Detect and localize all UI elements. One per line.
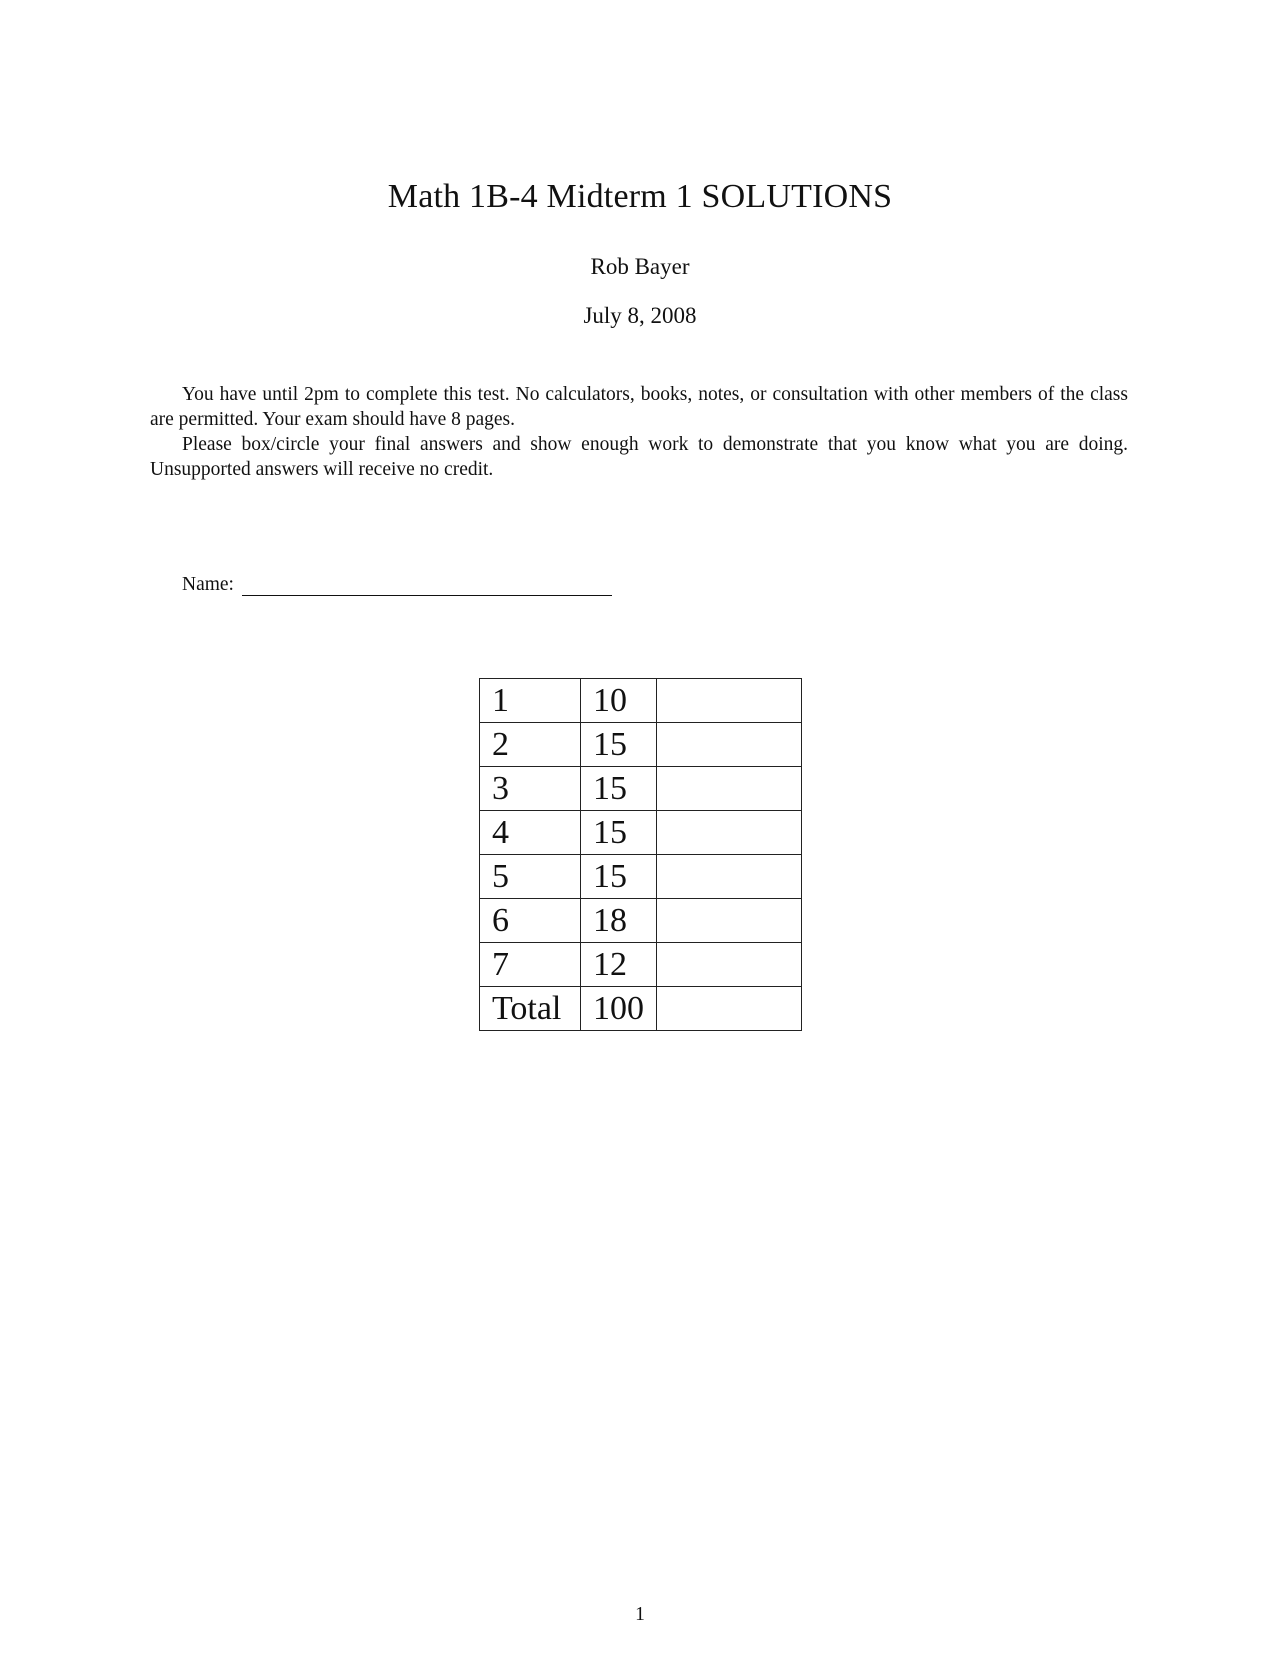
score-cell[interactable] [657, 855, 802, 899]
table-row [480, 855, 802, 899]
points-cell: 15 [581, 811, 657, 855]
problem-cell: 1 [480, 679, 581, 723]
score-cell[interactable] [657, 811, 802, 855]
table-row [480, 723, 802, 767]
problem-cell: 6 [480, 899, 581, 943]
problem-cell: 2 [480, 723, 581, 767]
problem-cell: 7 [480, 943, 581, 987]
score-table [479, 678, 802, 1031]
score-cell[interactable] [657, 943, 802, 987]
table-row [480, 899, 802, 943]
exam-date: July 8, 2008 [583, 303, 697, 328]
table-row [480, 943, 802, 987]
points-cell: 10 [581, 679, 657, 723]
problem-cell: 5 [480, 855, 581, 899]
name-field-row [182, 574, 612, 596]
problem-cell: 4 [480, 811, 581, 855]
instructions-paragraph-2: Please box/circle your final answers and show enough work to demonstrate that you know what you are doing. Unsupported answers will receive no credit. [150, 434, 1128, 480]
total-points-cell: 100 [581, 987, 657, 1031]
points-cell: 15 [581, 723, 657, 767]
page-number: 1 [635, 1604, 645, 1625]
total-score-cell[interactable] [657, 987, 802, 1031]
table-row [480, 811, 802, 855]
points-cell: 12 [581, 943, 657, 987]
name-label: Name: [182, 574, 234, 595]
table-row-total [480, 987, 802, 1031]
author-name: Rob Bayer [590, 254, 690, 279]
instructions-block [150, 382, 1128, 482]
table-row [480, 767, 802, 811]
table-row [480, 679, 802, 723]
points-cell: 18 [581, 899, 657, 943]
exam-title: Math 1B-4 Midterm 1 SOLUTIONS [387, 178, 893, 215]
name-blank-line[interactable] [242, 575, 612, 596]
score-cell[interactable] [657, 679, 802, 723]
problem-cell: 3 [480, 767, 581, 811]
points-cell: 15 [581, 767, 657, 811]
score-cell[interactable] [657, 767, 802, 811]
score-cell[interactable] [657, 899, 802, 943]
total-label-cell: Total [480, 987, 581, 1031]
score-cell[interactable] [657, 723, 802, 767]
points-cell: 15 [581, 855, 657, 899]
instructions-paragraph-1: You have until 2pm to complete this test. No calculators, books, notes, or consultation with other members of the class are permitted. Your exam should have 8 pages. [150, 384, 1128, 430]
